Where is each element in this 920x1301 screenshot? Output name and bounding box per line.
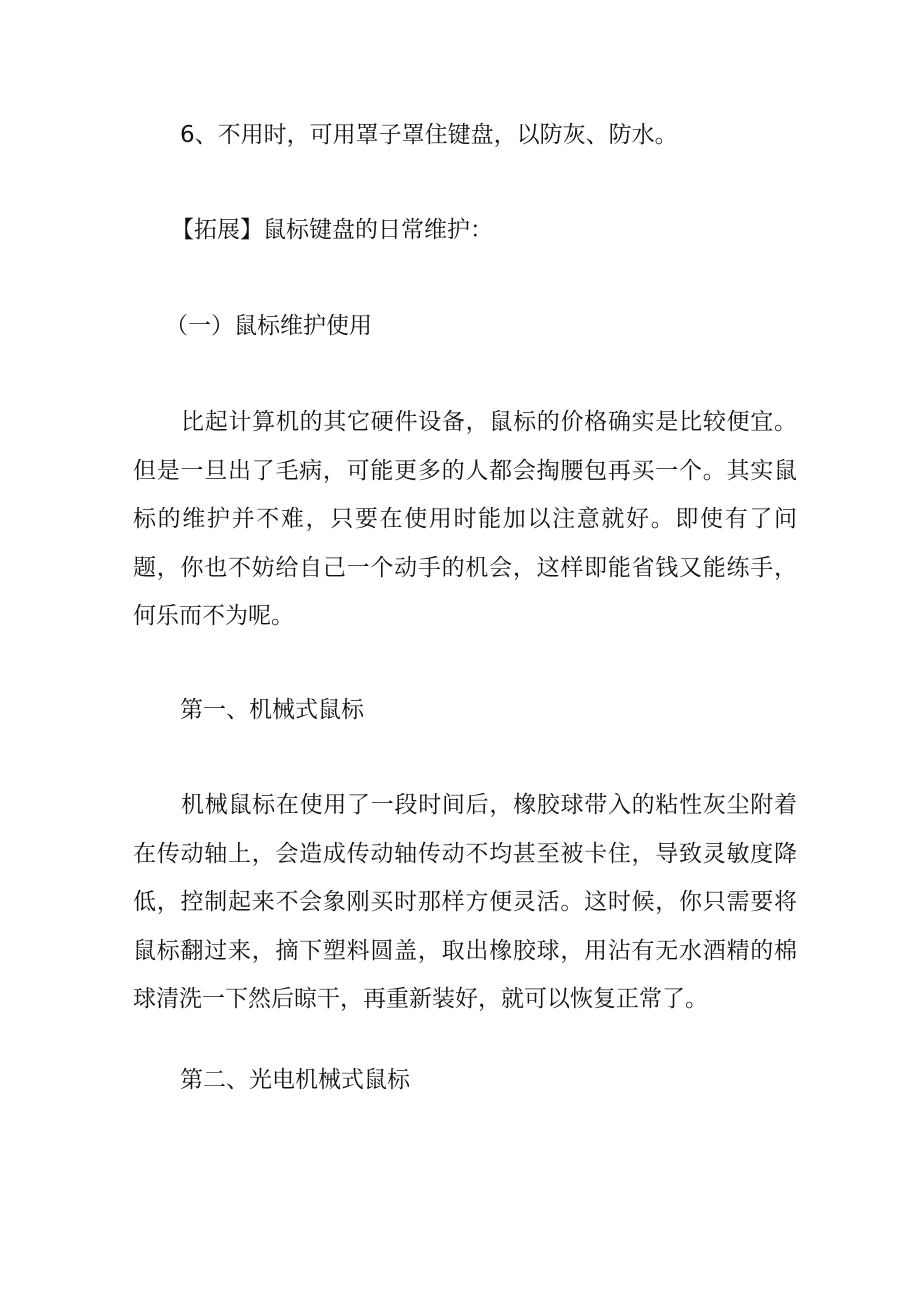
mechanical-mouse-paragraph: 机械鼠标在使用了一段时间后，橡胶球带入的粘性灰尘附着在传动轴上，会造成传动轴传动不均甚至被卡住，导致灵敏度降低，控制起来不会象刚买时那样方便灵活。这时候，你只需要将鼠标翻过来，摘下塑料圆盖，取出橡胶球，用沾有无水酒精的棉球清洗一下然后晾干，再重新装好，就可以恢复正常了。 — [133, 792, 797, 1012]
item-6-text: 6、不用时，可用罩子罩住键盘，以防灰、防水。 — [180, 122, 678, 148]
optomechanical-mouse-heading: 第二、光电机械式鼠标 — [180, 1067, 410, 1093]
section-1-heading: （一）鼠标维护使用 — [165, 313, 372, 339]
mechanical-mouse-heading: 第一、机械式鼠标 — [180, 697, 364, 723]
intro-paragraph: 比起计算机的其它硬件设备，鼠标的价格确实是比较便宜。但是一旦出了毛病，可能更多的人都会掏腰包再买一个。其实鼠标的维护并不难，只要在使用时能加以注意就好。即使有了问题，你也不妨给自己一个动手的机会，这样即能省钱又能练手，何乐而不为呢。 — [133, 409, 797, 629]
extension-heading: 【拓展】鼠标键盘的日常维护： — [171, 217, 493, 243]
